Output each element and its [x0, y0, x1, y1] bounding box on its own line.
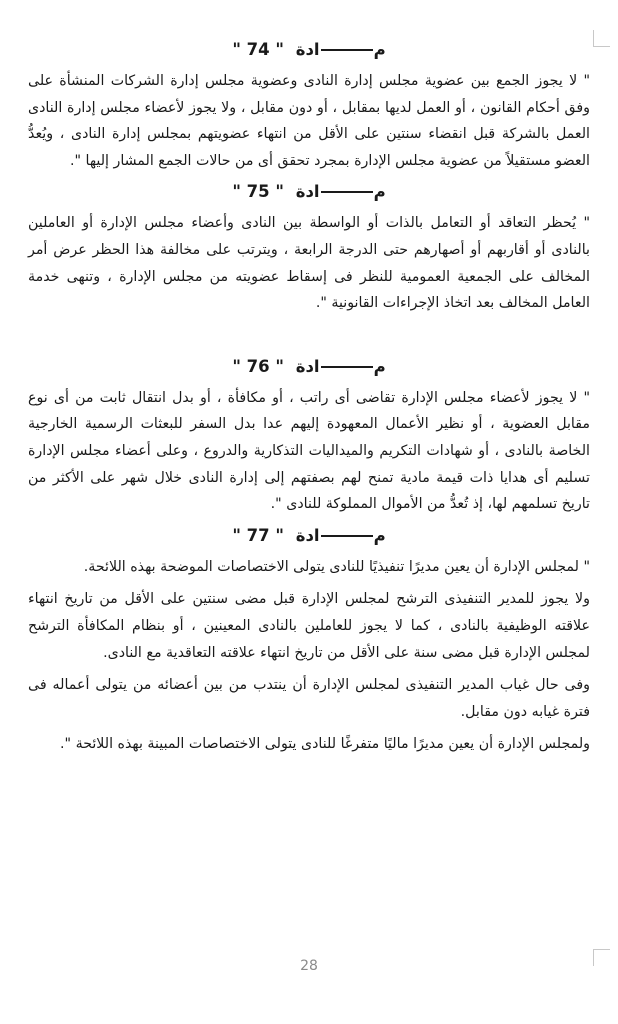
- article-paragraph: ولا يجوز للمدير التنفيذى الترشح لمجلس الإدارة قبل مضى سنتين على الأقل من تاريخ انتهاء علاقته الوظيفية بالنادى ، كما لا يجوز للعاملين بالنادى المعينين ، أو بنظام المكافأة الترشح لمجلس الإدارة قبل مضى سنة على الأقل من تاريخ انتهاء علاقته التعاقدية مع النادى.: [28, 591, 590, 661]
- heading-word-end: ادة: [295, 182, 320, 202]
- article-paragraph: " يُحظر التعاقد أو التعامل بالذات أو الواسطة بين النادى وأعضاء مجلس الإدارة أو العاملين بالنادى أو أقاربهم أو أصهارهم حتى الدرجة الرابعة ، ويترتب على مخالفة هذا الحظر عرض أمر المخالف على الجمعية العمومية للنظر فى إسقاط عضويته من مجلس الإدارة ، وتنهى خدمة العامل المخالف بعد اتخاذ الإجراءات القانونية ".: [28, 215, 590, 312]
- heading-word-start: م: [373, 525, 386, 545]
- article-paragraph: ولمجلس الإدارة أن يعين مديرًا ماليًا متفرغًا للنادى يتولى الاختصاصات المبينة بهذه اللائحة ".: [60, 736, 590, 753]
- article-heading: [28, 355, 590, 379]
- article-75: [28, 180, 590, 316]
- article-paragraph: " لا يجوز الجمع بين عضوية مجلس إدارة النادى وعضوية مجلس إدارة الشركات المنشأة على وفق أحكام القانون ، أو العمل لديها بمقابل ، أو دون مقابل ، ولا يجوز لأعضاء مجلس إدارة النادى العمل بالشركة قبل انقضاء سنتين على الأقل من انتهاء عضويتهم بمجلس إدارة النادى ، ويُعدُّ العضو مستقيلاً من عضوية مجلس الإدارة بمجرد تحقق أى من حالات الجمع المشار إليها ".: [28, 73, 590, 169]
- heading-tatweel-line: [321, 49, 373, 51]
- article-77: [28, 524, 590, 758]
- document-body: [28, 38, 590, 764]
- heading-word-end: ادة: [295, 40, 320, 59]
- heading-word-start: م: [373, 182, 386, 202]
- heading-word-start: م: [373, 40, 386, 59]
- article-paragraph: " لا يجوز لأعضاء مجلس الإدارة تقاضى أى راتب ، أو مكافأة ، أو بدل انتقال ثابت من أى نوع مقابل العضوية ، أو نظير الأعمال المعهودة إليهم عدا بدل السفر للبعثات الرسمية الخارجية الخاصة بالنادى ، أو شهادات التكريم والميداليات التذكارية والدروع ، وعلى أعضاء مجلس الإدارة تسليم أى هدايا ذات قيمة مادية تمنح لهم بصفتهم إلى إدارة النادى خلال شهر على الأكثر من تاريخ تسلمهم لها، إذ تُعدُّ من الأموال المملوكة للنادى ".: [28, 389, 590, 513]
- article-paragraph: وفى حال غياب المدير التنفيذى لمجلس الإدارة أن ينتدب من بين أعضائه من يتولى أعماله فى فترة غيابه دون مقابل.: [28, 677, 590, 720]
- article-number: " 74 ": [232, 40, 284, 59]
- article-number: " 76 ": [232, 356, 284, 376]
- article-paragraph: " لمجلس الإدارة أن يعين مديرًا تنفيذيًا للنادى يتولى الاختصاصات الموضحة بهذه اللائحة.: [83, 558, 590, 575]
- heading-word-start: م: [373, 356, 386, 376]
- article-76: [28, 355, 590, 518]
- article-heading: [28, 180, 590, 204]
- heading-word-end: ادة: [295, 525, 320, 545]
- heading-tatweel-line: [321, 191, 373, 193]
- heading-tatweel-line: [321, 366, 373, 368]
- crop-mark-top-right: [593, 30, 610, 47]
- article-number: " 75 ": [232, 182, 284, 202]
- article-heading: [28, 38, 590, 62]
- article-74: [28, 38, 590, 174]
- article-heading: [28, 524, 590, 548]
- page-number: 28: [300, 958, 318, 974]
- heading-tatweel-line: [321, 535, 373, 537]
- heading-word-end: ادة: [295, 356, 320, 376]
- article-number: " 77 ": [232, 525, 284, 545]
